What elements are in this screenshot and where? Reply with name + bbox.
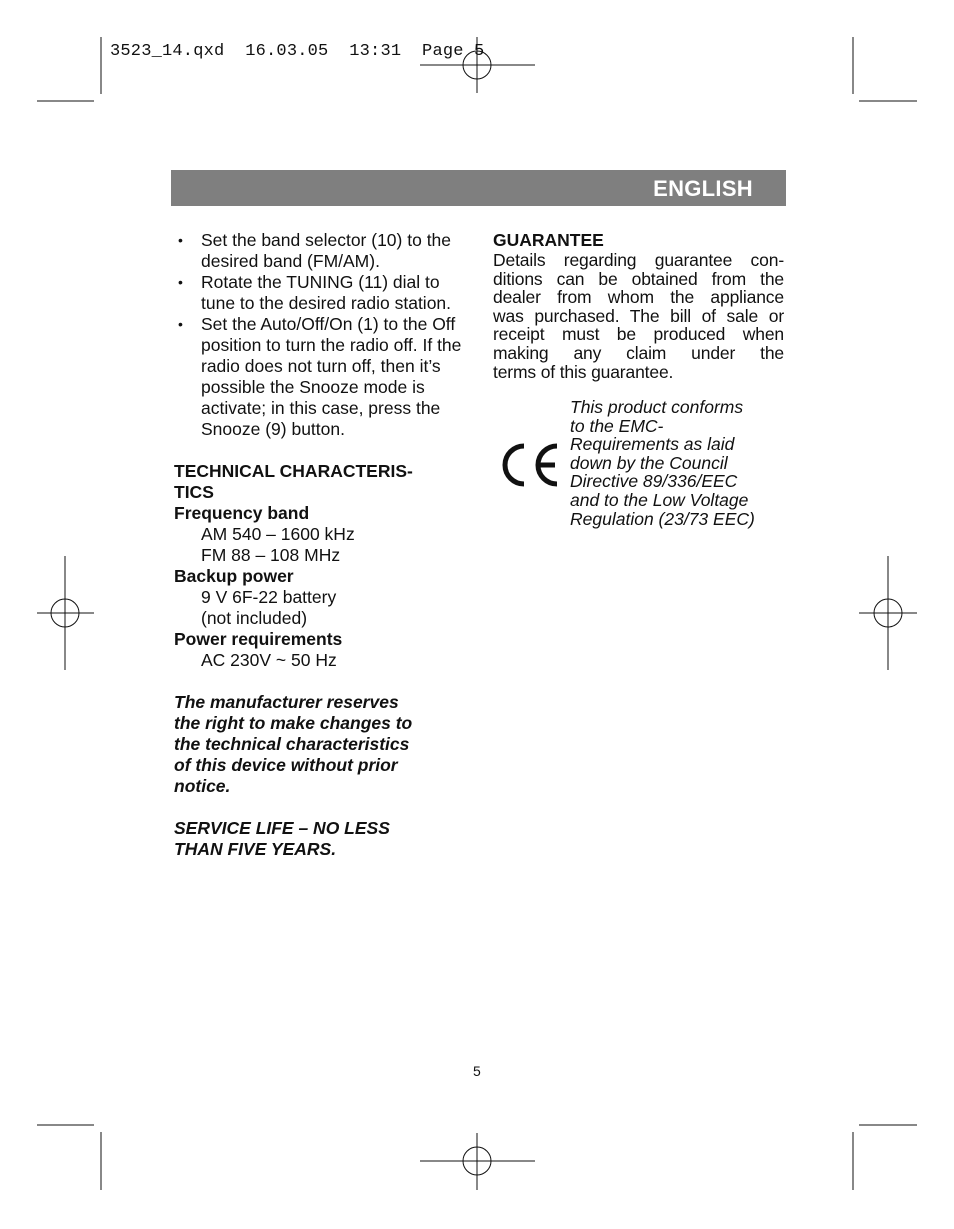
- manufacturer-note-line: the right to make changes to: [174, 713, 413, 733]
- left-column: [174, 230, 474, 860]
- language-header-bar: [171, 170, 786, 206]
- bullet-icon: •: [178, 316, 183, 332]
- print-slug: 3523_14.qxd 16.03.05 13:31 Page 5: [110, 42, 485, 61]
- service-life-line: SERVICE LIFE – NO LESS: [174, 818, 390, 838]
- frequency-am-value: AM 540 – 1600 kHz: [201, 524, 355, 544]
- list-item: [174, 230, 474, 272]
- guarantee-line: receipt must be produced when: [493, 324, 784, 345]
- conformity-line: Directive 89/336/EEC: [570, 471, 738, 492]
- manufacturer-note-line: notice.: [174, 776, 231, 796]
- guarantee-title: GUARANTEE: [493, 230, 604, 250]
- conformity-line: to the EMC-: [570, 415, 664, 436]
- list-item-text: Rotate the TUNING (11) dial to tune to the desired radio station.: [201, 272, 452, 313]
- service-life-line: THAN FIVE YEARS.: [174, 839, 337, 859]
- conformity-line: This product conforms: [570, 397, 744, 417]
- service-life-note: [174, 818, 474, 860]
- list-item: [174, 272, 474, 314]
- guarantee-line: making any claim under the: [493, 342, 784, 363]
- conformity-line: and to the Low Voltage: [570, 489, 749, 510]
- manufacturer-note-line: of this device without prior: [174, 755, 398, 775]
- conformity-line: down by the Council: [570, 452, 728, 473]
- guarantee-line: ditions can be obtained from the: [493, 268, 784, 289]
- instruction-list: [174, 230, 474, 440]
- backup-power-note: (not included): [201, 608, 308, 628]
- ce-mark-icon: [500, 440, 562, 490]
- conformity-line: Requirements as laid: [570, 434, 735, 455]
- ce-conformity-statement: [570, 398, 786, 528]
- frequency-band-label: Frequency band: [174, 503, 310, 523]
- manufacturer-note: [174, 692, 474, 797]
- backup-power-label: Backup power: [174, 566, 294, 586]
- manufacturer-note-line: The manufacturer reserves: [174, 692, 399, 712]
- list-item-text: Set the Auto/Off/On (1) to the Off position to turn the radio off. If the radio does not turn off, then it’s possible the Snooze mode is activate; in this case, press the Snooze (9) button.: [201, 314, 462, 439]
- guarantee-line: terms of this guarantee.: [493, 361, 674, 382]
- page-number: 5: [473, 1063, 481, 1079]
- guarantee-line: was purchased. The bill of sale or: [493, 305, 784, 326]
- tech-title-line-2: TICS: [174, 482, 214, 502]
- guarantee-line: dealer from whom the appliance: [493, 287, 784, 308]
- power-requirements-label: Power requirements: [174, 629, 343, 649]
- conformity-line: Regulation (23/73 EEC): [570, 508, 755, 529]
- bullet-icon: •: [178, 232, 183, 248]
- guarantee-line: Details regarding guarantee con-: [493, 250, 784, 270]
- list-item: [174, 314, 474, 440]
- tech-title-line-1: TECHNICAL CHARACTERIS-: [174, 461, 413, 481]
- list-item-text: Set the band selector (10) to the desired band (FM/AM).: [201, 230, 452, 271]
- backup-power-value: 9 V 6F-22 battery: [201, 587, 337, 607]
- frequency-fm-value: FM 88 – 108 MHz: [201, 545, 341, 565]
- right-column: [493, 230, 784, 381]
- manufacturer-note-line: the technical characteristics: [174, 734, 410, 754]
- power-requirements-value: AC 230V ~ 50 Hz: [201, 650, 337, 670]
- language-label: ENGLISH: [653, 176, 753, 201]
- bullet-icon: •: [178, 274, 183, 290]
- guarantee-text: [493, 251, 784, 381]
